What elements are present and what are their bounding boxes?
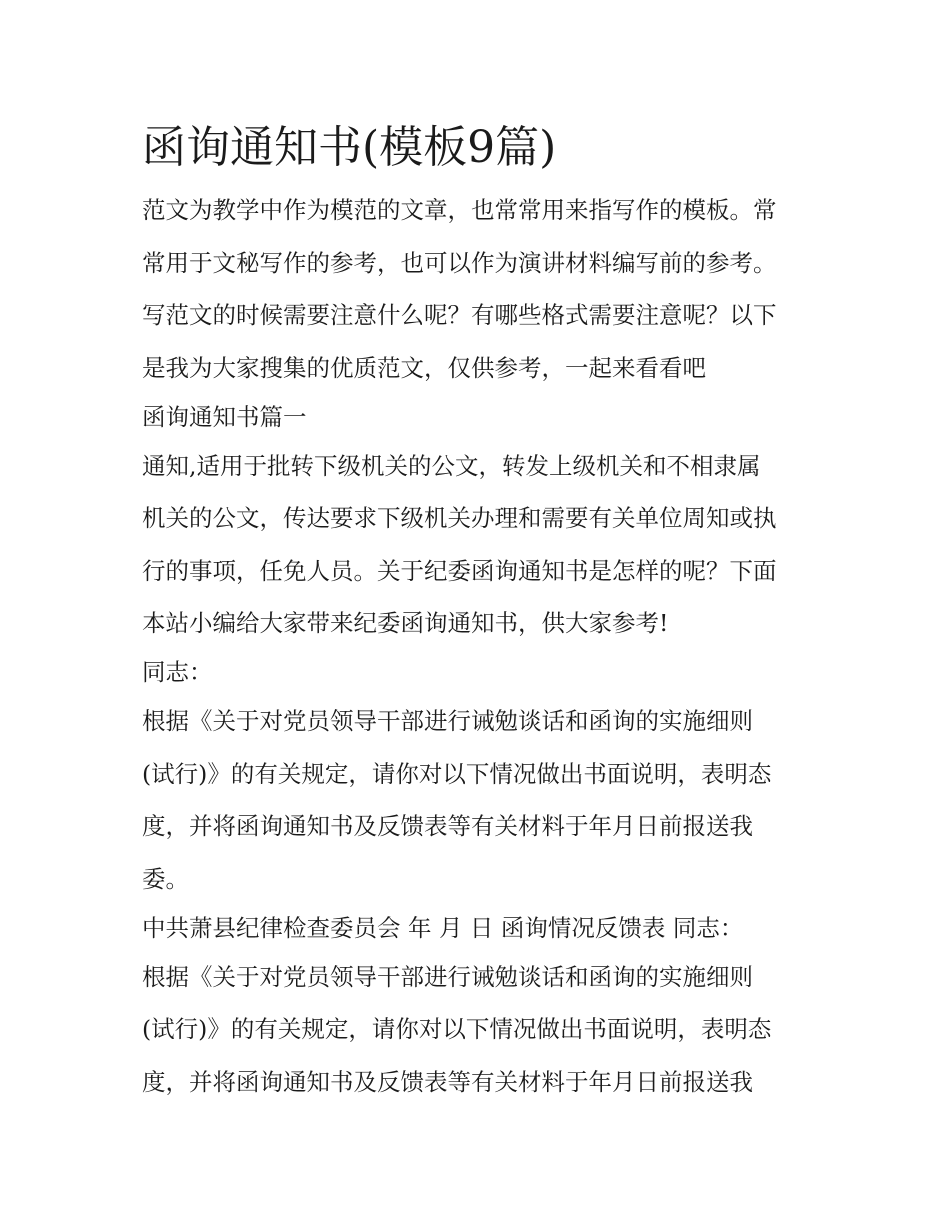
body-line: (试行)》的有关规定，请你对以下情况做出书面说明，表明态 (142, 1015, 772, 1043)
body-line: 通知,适用于批转下级机关的公文，转发上级机关和不相隶属 (142, 451, 761, 480)
document-body (142, 197, 832, 1096)
salutation-line: 同志： (142, 658, 213, 686)
body-line: 根据《关于对党员领导干部进行诫勉谈话和函询的实施细则 (142, 707, 753, 735)
body-line: 写范文的时候需要注意什么呢？有哪些格式需要注意呢？以下 (142, 301, 777, 329)
section-heading: 函询通知书篇一 (142, 402, 307, 431)
document-title: 函询通知书(模板9篇) (142, 122, 557, 173)
body-line: (试行)》的有关规定，请你对以下情况做出书面说明，表明态 (142, 759, 772, 788)
body-line: 常用于文秘写作的参考，也可以作为演讲材料编写前的参考。 (142, 248, 777, 277)
body-line: 范文为教学中作为模范的文章，也常常用来指写作的模板。常 (142, 196, 777, 224)
body-line: 本站小编给大家带来纪委函询通知书，供大家参考! (142, 609, 669, 637)
body-line: 机关的公文，传达要求下级机关办理和需要有关单位周知或执 (142, 504, 777, 532)
body-line: 委。 (142, 864, 189, 893)
body-line: 度，并将函询通知书及反馈表等有关材料于年月日前报送我 (142, 812, 753, 840)
body-line: 是我为大家搜集的优质范文，仅供参考，一起来看看吧 (142, 353, 706, 382)
body-line: 行的事项，任免人员。关于纪委函询通知书是怎样的呢？下面 (142, 556, 777, 585)
signature-line: 中共萧县纪律检查委员会 年 月 日 函询情况反馈表 同志： (142, 913, 744, 942)
body-line: 度，并将函询通知书及反馈表等有关材料于年月日前报送我 (142, 1067, 753, 1096)
body-line: 根据《关于对党员领导干部进行诫勉谈话和函询的实施细则 (142, 962, 753, 991)
